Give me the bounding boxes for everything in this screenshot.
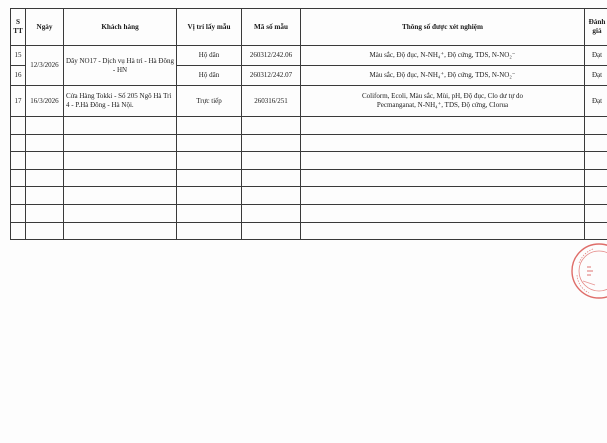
table-row-empty — [11, 169, 607, 187]
table-row-empty — [11, 222, 607, 240]
cell-customer: Cửa Hàng Tokki - Số 205 Ngõ Hà Trì 4 - P.Hà Đông - Hà Nội. — [64, 86, 177, 117]
table-row-empty — [11, 117, 607, 135]
test-results-table — [10, 8, 607, 240]
header-customer: Khách hàng — [64, 9, 177, 46]
cell-evaluation: Đạt — [585, 86, 607, 117]
cell-evaluation: Đạt — [585, 46, 607, 66]
red-seal-stamp-icon — [569, 241, 607, 301]
cell-test-parameters: Màu sắc, Độ đục, N-NH₄⁺, Độ cứng, TDS, N-NO₂⁻ — [301, 66, 585, 86]
test-parameters-line-1: Coliform, Ecoli, Màu sắc, Mùi, pH, Độ đục, Clo dư tự do — [362, 92, 523, 101]
cell-stt: 16 — [11, 66, 26, 86]
header-test-parameters: Thông số được xét nghiệm — [301, 9, 585, 46]
cell-evaluation: Đạt — [585, 66, 607, 86]
cell-date: 12/3/2026 — [26, 46, 64, 86]
table-row-empty — [11, 204, 607, 222]
cell-stt: 15 — [11, 46, 26, 66]
table-row-empty — [11, 134, 607, 152]
table-row — [11, 46, 607, 66]
cell-stt: 17 — [11, 86, 26, 117]
header-sample-code: Mã số mẫu — [242, 9, 301, 46]
table-row-empty — [11, 152, 607, 170]
cell-test-parameters — [301, 86, 585, 117]
test-parameters-line-2: Pecmanganat, N-NH₄⁺, TDS, Độ cứng, Clorua — [376, 101, 509, 109]
cell-date: 16/3/2026 — [26, 86, 64, 117]
table-row-empty — [11, 187, 607, 205]
table-header-row — [11, 9, 607, 46]
header-sampling-location: Vị trí lấy mẫu — [177, 9, 242, 46]
header-evaluation: Đánh giá — [585, 9, 607, 46]
cell-sampling-location: Trực tiếp — [177, 86, 242, 117]
cell-sampling-location: Hộ dân — [177, 46, 242, 66]
cell-sampling-location: Hộ dân — [177, 66, 242, 86]
cell-sample-code: 260316/251 — [242, 86, 301, 117]
header-stt: S TT — [11, 9, 26, 46]
cell-sample-code: 260312/242.06 — [242, 46, 301, 66]
header-date: Ngày — [26, 9, 64, 46]
cell-sample-code: 260312/242.07 — [242, 66, 301, 86]
table-row — [11, 86, 607, 117]
cell-test-parameters: Màu sắc, Độ đục, N-NH₄⁺, Độ cứng, TDS, N-NO₂⁻ — [301, 46, 585, 66]
cell-customer: Dãy NO17 - Dịch vụ Hà trì - Hà Đông - HN — [64, 46, 177, 86]
